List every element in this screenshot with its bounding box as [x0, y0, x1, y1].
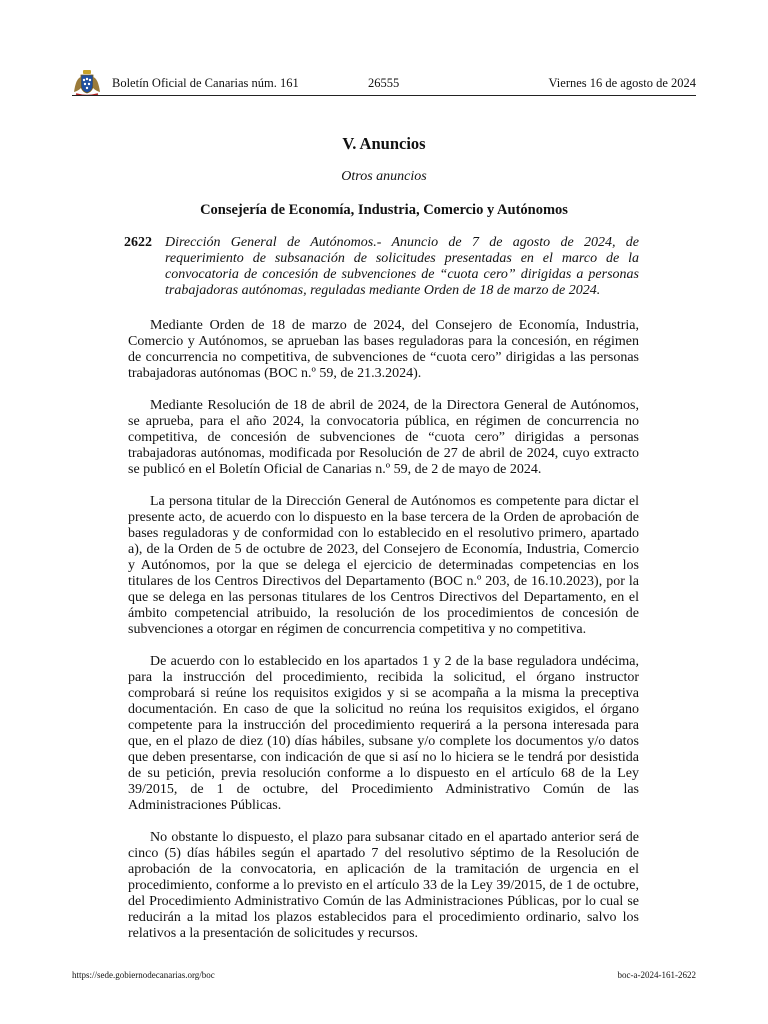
body-paragraph: No obstante lo dispuesto, el plazo para subsanar citado en el apartado anterior será de cinco (5) días hábiles según el apartado 7 del resolutivo séptimo de la Resolución de aprobación de la convocatoria, en aplicación de la tramitación de urgencia en el procedimiento, conforme a lo previsto en el artículo 33 de la Ley 39/2015, de 1 de octubre, del Procedimiento Administrativo Común de las Administraciones Públicas, por lo cual se reducirán a la mitad los plazos establecidos para el procedimiento ordinario, salvo los relativos a la presentación de solicitudes y recursos.: [128, 830, 639, 941]
page-number: 26555: [368, 76, 400, 90]
announcement-title: Dirección General de Autónomos.- Anuncio de 7 de agosto de 2024, de requerimiento de subsanación de solicitudes presentadas en el marco de la convocatoria de concesión de subvenciones de “cuota cero” dirigidas a personas trabajadoras autónomas, reguladas mediante Orden de 18 de marzo de 2024.: [165, 235, 639, 298]
body-paragraph: La persona titular de la Dirección General de Autónomos es competente para dictar el presente acto, de acuerdo con lo dispuesto en la base tercera de la Orden de aprobación de bases reguladoras y de conformidad con lo establecido en el resolutivo primero, apartado a), de la Orden de 5 de octubre de 2023, del Consejero de Economía, Industria, Comercio y Autónomos, por la que se delega el ejercicio de determinadas competencias en los titulares de los Centros Directivos del Departamento (BOC n.º 203, de 16.10.2023), por la que se delega en las personas titulares de los Centros Directivos del Departamento, en el ámbito competencial atribuido, la resolución de los procedimientos de concesión de subvenciones a otorgar en régimen de concurrencia competitiva y no competitiva.: [128, 494, 639, 637]
publication-name: Boletín Oficial de Canarias núm. 161: [112, 76, 299, 90]
header-divider: [72, 95, 696, 96]
document-body: [128, 318, 639, 958]
body-paragraph: De acuerdo con lo establecido en los apartados 1 y 2 de la base reguladora undécima, para la instrucción del procedimiento, recibida la solicitud, el órgano instructor comprobará si reúne los requisitos exigidos y si se acompaña a la misma la preceptiva documentación. En caso de que la solicitud no reúna los requisitos exigidos, el órgano competente para la instrucción del procedimiento requerirá a la persona interesada para que, en el plazo de diez (10) días hábiles, subsane y/o complete los documentos y/o datos que deben presentarse, con indicación de que si así no lo hiciera se le tendrá por desistida de su petición, previa resolución conforme a lo dispuesto en el artículo 68 de la Ley 39/2015, de 1 de octubre, del Procedimiento Administrativo Común de las Administraciones Públicas.: [128, 654, 639, 813]
body-paragraph: Mediante Orden de 18 de marzo de 2024, del Consejero de Economía, Industria, Comercio y Autónomos, se aprueban las bases reguladoras para la concesión, en régimen de concurrencia no competitiva, de subvenciones de “cuota cero” dirigidas a las personas trabajadoras autónomas (BOC n.º 59, de 21.3.2024).: [128, 318, 639, 381]
page-header: [72, 68, 696, 96]
section-title: V. Anuncios: [342, 134, 426, 153]
announcement-number: 2622: [124, 235, 152, 250]
section-subtitle: Otros anuncios: [341, 169, 427, 184]
footer-url: https://sede.gobiernodecanarias.org/boc: [72, 970, 215, 980]
footer-document-code: boc-a-2024-161-2622: [617, 970, 696, 980]
publication-date: Viernes 16 de agosto de 2024: [548, 76, 696, 90]
canary-islands-coat-of-arms-icon: [72, 70, 102, 96]
body-paragraph: Mediante Resolución de 18 de abril de 2024, de la Directora General de Autónomos, se aprueba, para el año 2024, la convocatoria pública, en régimen de concurrencia no competitiva, de concesión de subvenciones de “cuota cero” dirigidas a personas trabajadoras autónomas, modificada por Resolución de 27 de abril de 2024, cuyo extracto se publicó en el Boletín Oficial de Canarias n.º 59, de 2 de mayo de 2024.: [128, 398, 639, 477]
organization-heading: Consejería de Economía, Industria, Comercio y Autónomos: [200, 202, 568, 218]
